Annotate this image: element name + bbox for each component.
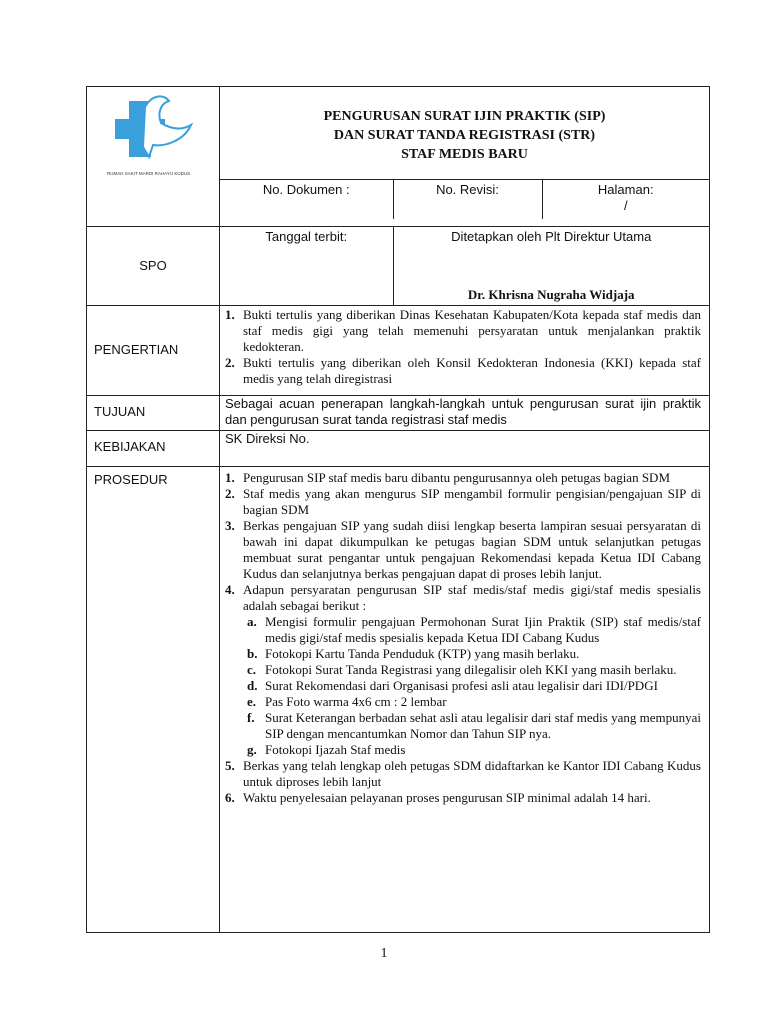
spo-document — [86, 86, 709, 933]
prosedur-list-after — [220, 758, 709, 806]
pengertian-label: PENGERTIAN — [87, 306, 220, 396]
title-line-2: DAN SURAT TANDA REGISTRASI (STR) — [333, 128, 596, 143]
prosedur-sub-item-text: Fotokopi Surat Tanda Registrasi yang dilegalisir oleh KKI yang masih berlaku. — [265, 662, 677, 677]
prosedur-sub-item — [247, 614, 709, 646]
prosedur-sublist — [220, 614, 709, 758]
document-title — [220, 87, 710, 180]
prosedur-sub-item-number: b. — [247, 646, 258, 661]
prosedur-sub-item-text: Surat Rekomendasi dari Organisasi profesi asli atau legalisir dari IDI/PDGI — [265, 678, 658, 693]
prosedur-sub-item-number: c. — [247, 662, 257, 677]
prosedur-item — [220, 470, 709, 486]
pengertian-item — [220, 307, 709, 355]
prosedur-sub-item — [247, 646, 709, 662]
pengertian-item-number: 1. — [225, 307, 235, 322]
ditetapkan-label: Ditetapkan oleh Plt Direktur Utama — [451, 229, 652, 244]
pengertian-item — [220, 355, 709, 387]
pengertian-item-text: Bukti tertulis yang diberikan Dinas Kesehatan Kabupaten/Kota kepada staf medis dan staf medis gigi yang telah memenuhi persyaratan untuk menjalankan praktik kedokteran. — [243, 307, 701, 354]
prosedur-item-text: Staf medis yang akan mengurus SIP mengambil formulir pengisian/pengajuan SIP di bagian SDM — [243, 486, 701, 517]
prosedur-item-number: 4. — [225, 582, 235, 597]
prosedur-sub-item-number: a. — [247, 614, 257, 629]
prosedur-sub-item-number: f. — [247, 710, 255, 725]
prosedur-item-text: Adapun persyaratan pengurusan SIP staf medis/staf medis gigi/staf medis spesialis adalah sebagai berikut : — [243, 582, 701, 613]
halaman-label: Halaman: — [597, 181, 654, 197]
prosedur-item-number: 6. — [225, 790, 235, 805]
ditetapkan-cell — [393, 227, 709, 305]
signer-name: Dr. Khrisna Nugraha Widjaja — [467, 287, 635, 302]
prosedur-item — [220, 486, 709, 518]
spo-table — [86, 86, 710, 933]
hospital-logo-icon — [87, 87, 220, 222]
pengertian-item-number: 2. — [225, 355, 235, 370]
prosedur-content — [220, 467, 710, 933]
halaman-cell — [542, 180, 709, 219]
prosedur-sub-item-text: Pas Foto warma 4x6 cm : 2 lembar — [265, 694, 447, 709]
page-number: 1 — [380, 946, 388, 961]
tujuan-text: Sebagai acuan penerapan langkah-langkah untuk pengurusan surat ijin praktik dan pengurusan surat tanda registrasi staf medis — [220, 396, 710, 431]
prosedur-item — [220, 758, 709, 790]
no-dokumen-label: No. Dokumen : — [262, 181, 350, 197]
prosedur-item-text: Waktu penyelesaian pelayanan proses pengurusan SIP minimal adalah 14 hari. — [243, 790, 651, 805]
prosedur-sub-item — [247, 662, 709, 678]
prosedur-sub-item — [247, 742, 709, 758]
pengertian-item-text: Bukti tertulis yang diberikan oleh Konsil Kedokteran Indonesia (KKI) kepada staf medis yang telah diregistrasi — [243, 355, 701, 386]
tanggal-terbit-label: Tanggal terbit: — [265, 229, 348, 244]
title-line-3: STAF MEDIS BARU — [401, 147, 528, 162]
prosedur-sub-item — [247, 694, 709, 710]
no-revisi-label: No. Revisi: — [393, 180, 542, 219]
tujuan-label: TUJUAN — [87, 396, 220, 431]
prosedur-sub-item-number: g. — [247, 742, 257, 757]
prosedur-sub-item-text: Fotokopi Ijazah Staf medis — [265, 742, 406, 757]
halaman-value: / — [623, 197, 628, 213]
doc-info-cell — [220, 179, 710, 226]
prosedur-sub-item — [247, 710, 709, 742]
prosedur-sub-item — [247, 678, 709, 694]
prosedur-item-text: Pengurusan SIP staf medis baru dibantu pengurusannya oleh petugas bagian SDM — [243, 470, 671, 485]
prosedur-item-number: 1. — [225, 470, 235, 485]
prosedur-item-text: Berkas pengajuan SIP yang sudah diisi lengkap beserta lampiran sesuai persyaratan di bawah ini dapat dikumpulkan ke petugas bagian SDM untuk selanjutkan petugas membuat surat pengantar untuk pengajuan Rekomendasi kepada Ketua IDI Cabang Kudus dan selanjutnya berkas pengajuan dapat di proses lebih lanjut. — [243, 518, 701, 581]
prosedur-sub-item-number: d. — [247, 678, 258, 693]
logo-cell — [87, 87, 220, 227]
pengertian-list — [220, 307, 709, 387]
prosedur-sub-item-number: e. — [247, 694, 257, 709]
prosedur-list — [220, 470, 709, 614]
logo-caption: RUMAH SAKIT MARDI RAHAYU KUDUS — [107, 171, 191, 176]
prosedur-sub-item-text: Fotokopi Kartu Tanda Penduduk (KTP) yang masih berlaku. — [265, 646, 580, 661]
prosedur-item-number: 5. — [225, 758, 235, 773]
prosedur-item — [220, 518, 709, 582]
prosedur-label: PROSEDUR — [87, 467, 220, 933]
prosedur-item — [220, 790, 709, 806]
spo-info-cell — [220, 227, 710, 306]
prosedur-item-number: 3. — [225, 518, 235, 533]
kebijakan-text: SK Direksi No. — [220, 431, 710, 467]
prosedur-sub-item-text: Mengisi formulir pengajuan Permohonan Surat Ijin Praktik (SIP) staf medis/staf medis gigi/staf medis spesialis kepada Ketua IDI Cabang Kudus — [265, 614, 701, 645]
prosedur-sub-item-text: Surat Keterangan berbadan sehat asli atau legalisir dari staf medis yang mempunyai SIP dengan mencantumkan Nomor dan Tahun SIP nya. — [265, 710, 701, 741]
kebijakan-label: KEBIJAKAN — [87, 431, 220, 467]
prosedur-item-number: 2. — [225, 486, 235, 501]
pengertian-content — [220, 306, 710, 396]
spo-label: SPO — [87, 227, 220, 306]
prosedur-item-text: Berkas yang telah lengkap oleh petugas SDM didaftarkan ke Kantor IDI Cabang Kudus untuk diproses lebih lanjut — [243, 758, 701, 789]
prosedur-item — [220, 582, 709, 614]
title-line-1: PENGURUSAN SURAT IJIN PRAKTIK (SIP) — [323, 109, 606, 124]
